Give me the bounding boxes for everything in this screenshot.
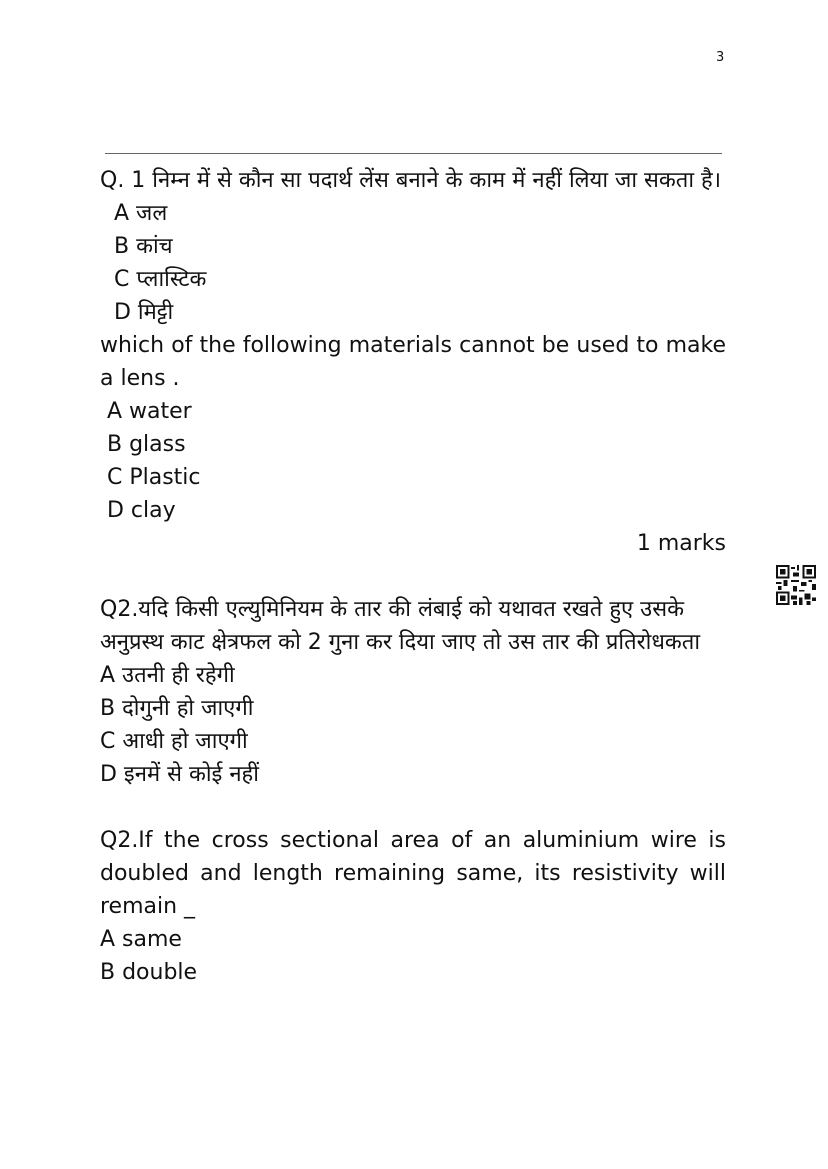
q2-english-option-b: B double	[100, 960, 198, 985]
q1-english-option-b: B glass	[107, 432, 186, 457]
q1-english-option-d: D clay	[107, 498, 176, 523]
q2-hindi-option-a: A उतनी ही रहेगी	[100, 663, 235, 688]
q1-english-option-a: A water	[107, 399, 192, 424]
q2-hindi-option-c: C आधी हो जाएगी	[100, 729, 248, 754]
q1-hindi-option-a: A जल	[114, 201, 168, 226]
q2-hindi-option-d: D इनमें से कोई नहीं	[100, 762, 259, 787]
header-divider	[105, 153, 722, 154]
q2-hindi-option-b: B दोगुनी हो जाएगी	[100, 696, 254, 721]
q1-hindi-option-c: C प्लास्टिक	[114, 267, 207, 292]
q1-hindi-option-b: B कांच	[114, 234, 173, 259]
q2-english-option-a: A same	[100, 927, 182, 952]
q2-hindi-question: Q2.यदि किसी एल्युमिनियम के तार की लंबाई को यथावत रखते हुए उसके अनुप्रस्थ काट क्षेत्रफल को 2 गुना कर दिया जाए तो उस तार की प्रतिरोधकता	[100, 597, 701, 655]
page-number: 3	[716, 50, 725, 65]
qr-code-icon	[776, 565, 816, 605]
q1-english-option-c: C Plastic	[107, 465, 201, 490]
q1-marks: 1 marks	[636, 531, 726, 556]
q1-english-question: which of the following materials cannot be used to make a lens .	[100, 333, 726, 391]
q2-english-question: Q2.If the cross sectional area of an aluminium wire is doubled and length remaining same, its resistivity will remain _	[100, 828, 726, 919]
q1-hindi-question: Q. 1 निम्न में से कौन सा पदार्थ लेंस बनाने के काम में नहीं लिया जा सकता है।	[100, 168, 722, 193]
question-content	[100, 164, 726, 989]
q1-hindi-option-d: D मिट्टी	[114, 300, 174, 325]
